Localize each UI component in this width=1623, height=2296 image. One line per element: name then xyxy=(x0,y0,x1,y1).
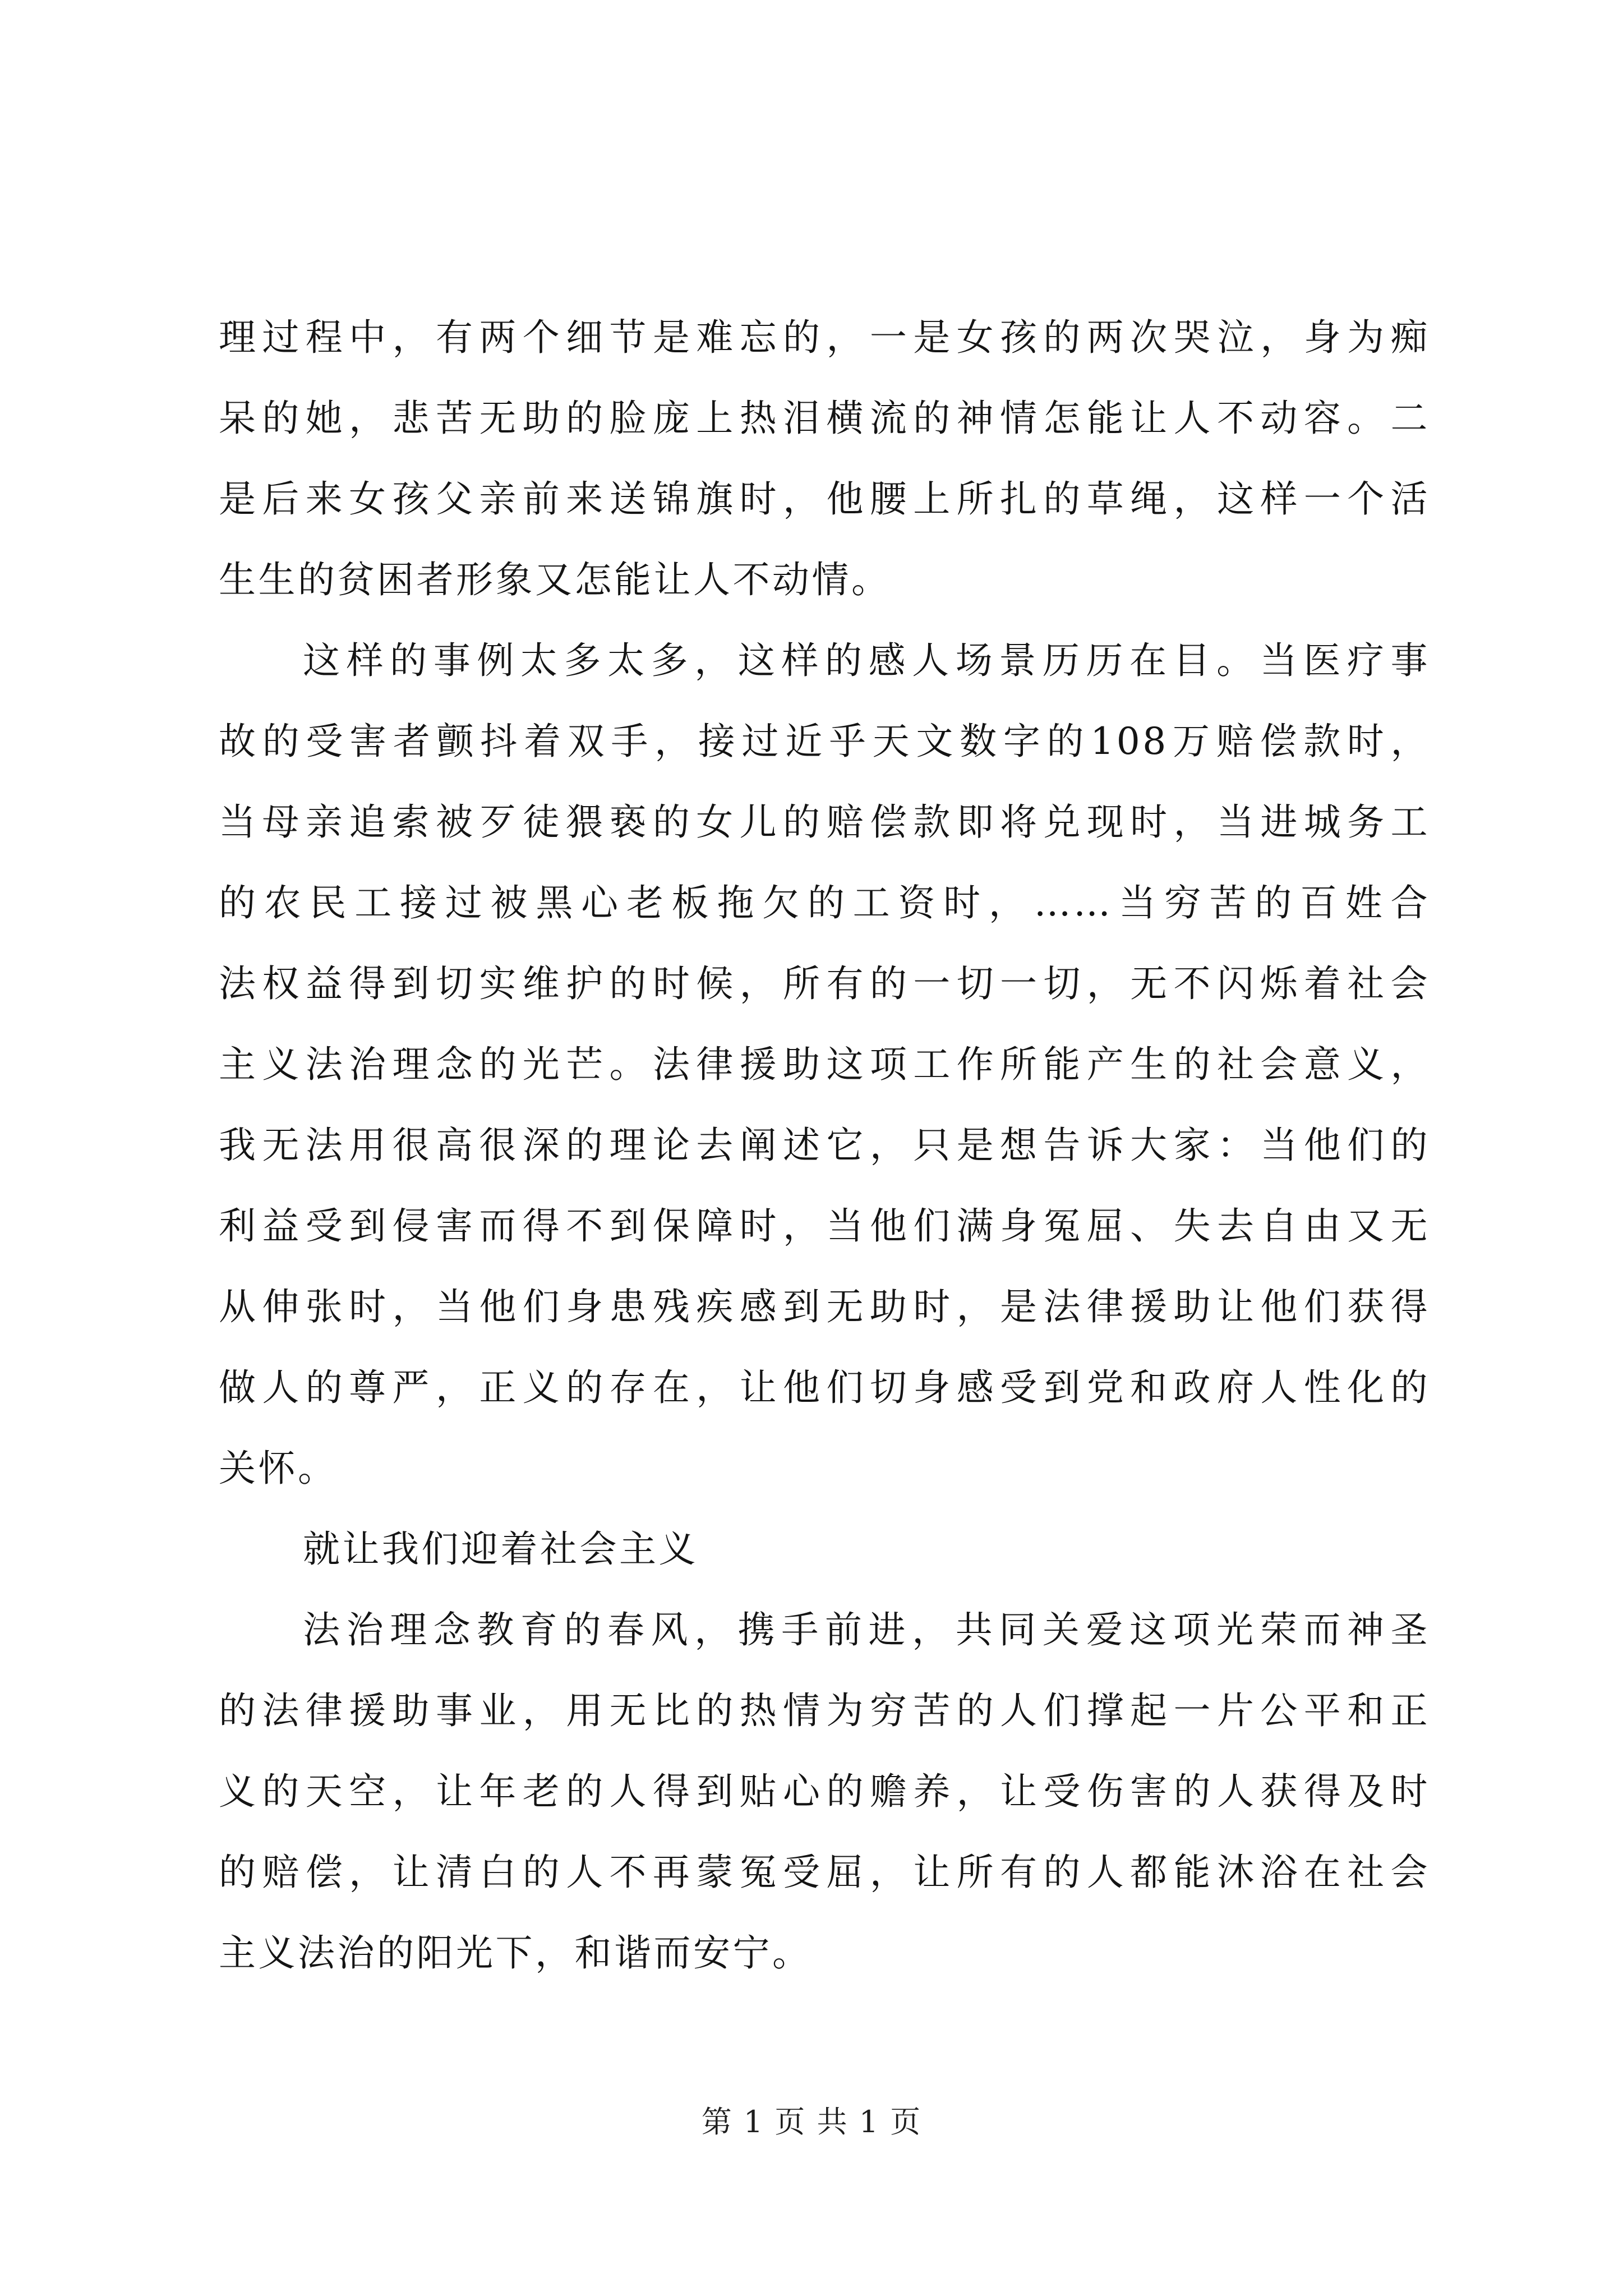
text-line: 理过程中，有两个细节是难忘的，一是女孩的两次哭泣，身为痴 xyxy=(219,316,1430,359)
text-line: 义的天空，让年老的人得到贴心的赡养，让受伤害的人获得及时 xyxy=(219,1770,1430,1813)
paragraph-p4 xyxy=(219,1590,1430,1994)
text-line: 的农民工接过被黑心老板拖欠的工资时，……当穷苦的百姓合 xyxy=(219,881,1430,924)
text-line: 当母亲追索被歹徒猥亵的女儿的赔偿款即将兑现时，当进城务工 xyxy=(219,800,1430,844)
paragraph-p3 xyxy=(219,1509,1430,1590)
text-line: 就让我们迎着社会主义 xyxy=(303,1527,698,1571)
text-line: 主义法治的阳光下，和谐而安宁。 xyxy=(219,1931,812,1975)
text-line: 的赔偿，让清白的人不再蒙冤受屈，让所有的人都能沐浴在社会 xyxy=(219,1851,1430,1894)
page-footer: 第 1 页 共 1 页 xyxy=(701,2104,922,2139)
text-line: 关怀。 xyxy=(219,1447,338,1490)
text-line: 从伸张时，当他们身患残疾感到无助时，是法律援助让他们获得 xyxy=(219,1285,1430,1328)
text-line: 生生的贫困者形象又怎能让人不动情。 xyxy=(219,558,891,601)
text-line: 呆的她，悲苦无助的脸庞上热泪横流的神情怎能让人不动容。二 xyxy=(219,397,1430,440)
text-line: 的法律援助事业，用无比的热情为穷苦的人们撑起一片公平和正 xyxy=(219,1689,1430,1732)
paragraph-p2 xyxy=(219,620,1430,1509)
text-line: 是后来女孩父亲前来送锦旗时，他腰上所扎的草绳，这样一个活 xyxy=(219,477,1430,521)
text-line: 做人的尊严，正义的存在，让他们切身感受到党和政府人性化的 xyxy=(219,1366,1430,1409)
document-body xyxy=(219,297,1430,1994)
text-line: 这样的事例太多太多，这样的感人场景历历在目。当医疗事 xyxy=(303,639,1430,682)
paragraph-p1 xyxy=(219,297,1430,620)
text-line: 法权益得到切实维护的时候，所有的一切一切，无不闪烁着社会 xyxy=(219,962,1430,1005)
text-line: 利益受到侵害而得不到保障时，当他们满身冤屈、失去自由又无 xyxy=(219,1204,1430,1248)
text-line: 主义法治理念的光芒。法律援助这项工作所能产生的社会意义， xyxy=(219,1043,1430,1086)
text-line: 法治理念教育的春风，携手前进，共同关爱这项光荣而神圣 xyxy=(303,1608,1430,1651)
text-line: 我无法用很高很深的理论去阐述它，只是想告诉大家：当他们的 xyxy=(219,1124,1430,1167)
text-line: 故的受害者颤抖着双手，接过近乎天文数字的108万赔偿款时， xyxy=(219,720,1430,763)
